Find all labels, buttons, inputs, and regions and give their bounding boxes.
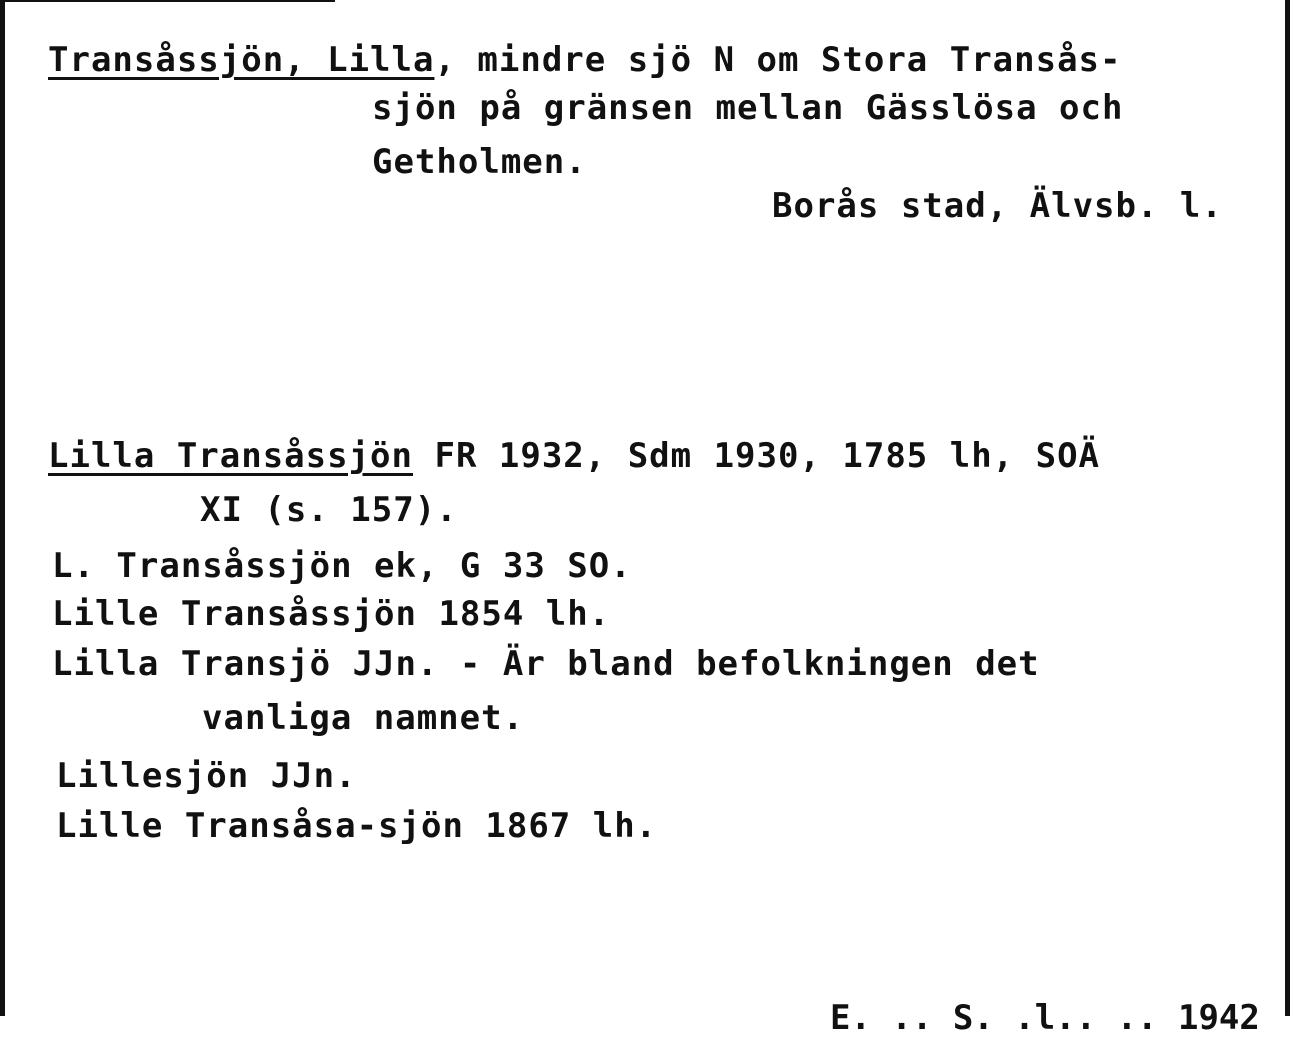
entry2-line1: [48, 436, 1100, 476]
entry2-line1-rest: FR 1932, Sdm 1930, 1785 lh, SOÄ: [413, 436, 1101, 476]
entry2-line2: XI (s. 157).: [200, 490, 458, 530]
entry2-line5: Lilla Transjö JJn. - Är bland befolkningen det: [52, 644, 1040, 684]
entry2-headword: Lilla Transåssjön: [48, 436, 413, 476]
entry1-headword: Transåssjön, Lilla: [48, 40, 435, 80]
card-top-edge: [0, 0, 335, 2]
entry1-line2: sjön på gränsen mellan Gässlösa och: [372, 88, 1124, 128]
footer-partial-text: E. .. S. .l.. .. 1942: [830, 998, 1260, 1038]
entry1-location: Borås stad, Älvsb. l.: [772, 186, 1223, 226]
entry2-line7: Lillesjön JJn.: [56, 756, 357, 796]
entry1-line3: Getholmen.: [372, 142, 587, 182]
entry2-line4: Lille Transåssjön 1854 lh.: [52, 594, 611, 634]
entry2-line6: vanliga namnet.: [202, 698, 525, 738]
card-right-edge: [1285, 0, 1290, 1016]
entry2-line8: Lille Transåsa-sjön 1867 lh.: [56, 806, 658, 846]
card-left-edge: [0, 0, 5, 1016]
entry1-line1: [48, 40, 1122, 80]
entry2-line3: L. Transåssjön ek, G 33 SO.: [52, 546, 632, 586]
entry1-line1-rest: , mindre sjö N om Stora Transås-: [434, 40, 1122, 80]
